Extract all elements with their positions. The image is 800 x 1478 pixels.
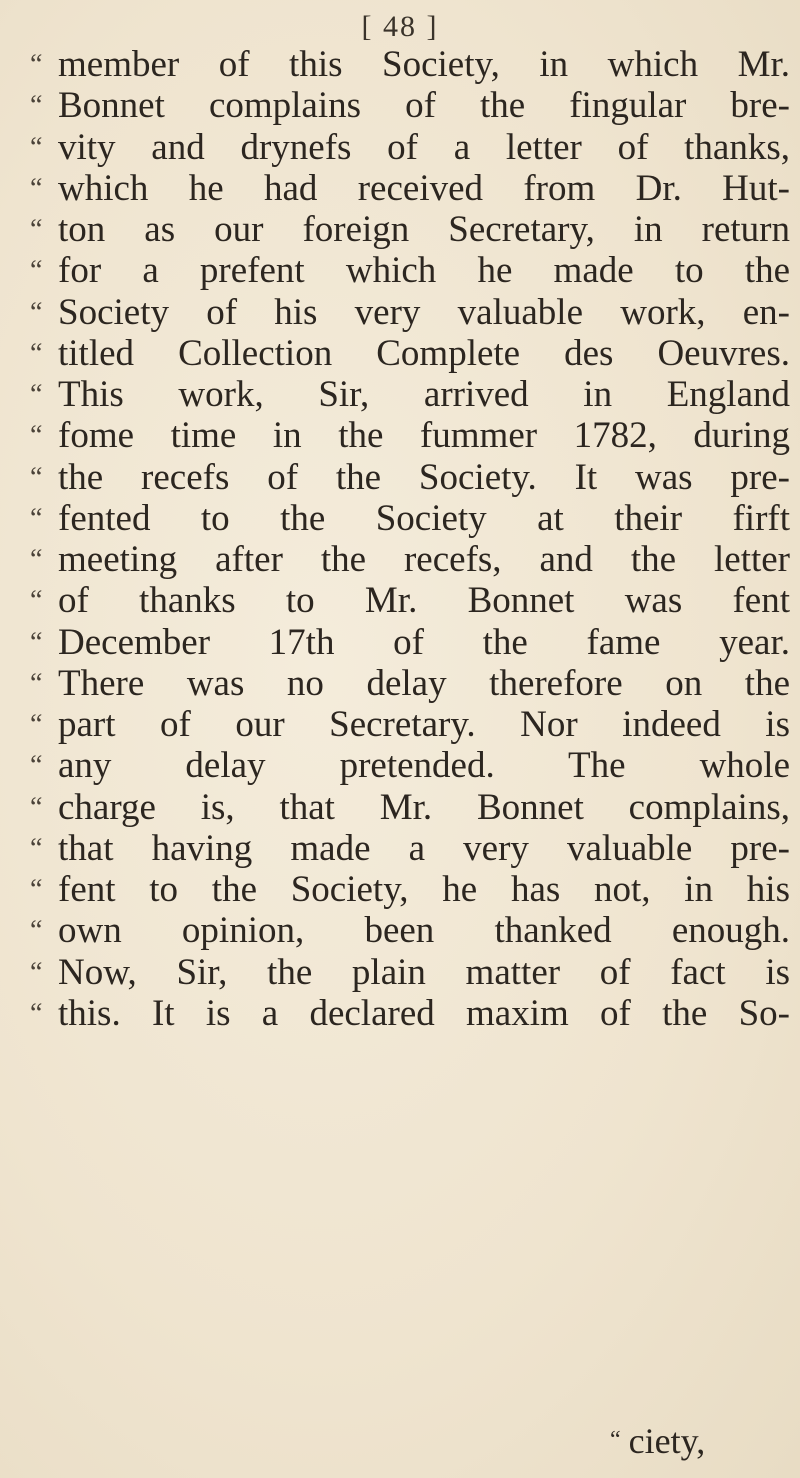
quote-mark: “	[30, 750, 43, 782]
catchword	[610, 1420, 705, 1462]
quote-mark: “	[30, 214, 43, 245]
quote-mark: “	[30, 956, 43, 988]
text-line	[30, 292, 790, 333]
line-text: part of our Secretary. Nor indeed is	[58, 704, 790, 745]
quote-mark: “	[30, 832, 43, 864]
line-text: charge is, that Mr. Bonnet complains,	[58, 786, 790, 828]
line-text: this. It is a declared maxim of the So-	[58, 992, 790, 1034]
line-text: vity and drynefs of a letter of thanks,	[58, 126, 790, 168]
quote-mark: “	[30, 667, 43, 699]
line-text: which he had received from Dr. Hut-	[58, 167, 790, 209]
catchword-text: ciety,	[628, 1421, 706, 1461]
quote-mark: “	[30, 49, 43, 80]
text-line	[30, 580, 790, 621]
text-line	[30, 209, 790, 250]
quote-mark: “	[610, 1427, 621, 1453]
line-text: fent to the Society, he has not, in his	[58, 869, 790, 910]
text-line	[30, 168, 790, 209]
line-text: Bonnet complains of the fingular bre-	[58, 85, 790, 127]
quote-mark: “	[30, 337, 43, 369]
line-text: own opinion, been thanked enough.	[58, 910, 790, 952]
text-line	[30, 663, 790, 704]
quote-mark: “	[30, 420, 43, 452]
page-number: [ 48 ]	[361, 10, 439, 43]
line-text: fome time in the fummer 1782, during	[58, 415, 790, 457]
quote-mark: “	[30, 997, 43, 1029]
line-text: any delay pretended. The whole	[58, 745, 790, 787]
line-text: Now, Sir, the plain matter of fact is	[58, 951, 790, 993]
quote-mark: “	[30, 172, 43, 204]
line-text: the recefs of the Society. It was pre-	[58, 456, 790, 498]
quote-mark: “	[30, 709, 43, 740]
quote-mark: “	[30, 874, 43, 905]
quote-mark: “	[30, 131, 43, 163]
text-line	[30, 869, 790, 910]
text-line	[30, 993, 790, 1034]
quote-mark: “	[30, 502, 43, 534]
text-line	[30, 704, 790, 745]
text-line	[30, 85, 790, 126]
quote-mark: “	[30, 915, 43, 947]
quote-mark: “	[30, 461, 43, 493]
line-text: There was no delay therefore on the	[58, 662, 790, 704]
line-text: member of this Society, in which Mr.	[58, 44, 790, 85]
text-line	[30, 952, 790, 993]
text-line	[30, 333, 790, 374]
quote-mark: “	[30, 255, 43, 287]
quote-mark: “	[30, 90, 43, 122]
line-text: meeting after the recefs, and the letter	[58, 539, 790, 580]
line-text: This work, Sir, arrived in England	[58, 374, 790, 415]
line-text: December 17th of the fame year.	[58, 621, 790, 663]
line-text: of thanks to Mr. Bonnet was fent	[58, 580, 790, 622]
quote-mark: “	[30, 585, 43, 617]
text-line	[30, 457, 790, 498]
text-line	[30, 787, 790, 828]
line-text: that having made a very valuable pre-	[58, 827, 790, 869]
line-text: titled Collection Complete des Oeuvres.	[58, 332, 790, 374]
body-text	[30, 44, 790, 1034]
quote-mark: “	[30, 296, 43, 328]
line-text: for a prefent which he made to the	[58, 250, 790, 292]
text-line	[30, 622, 790, 663]
text-line	[30, 910, 790, 951]
text-line	[30, 374, 790, 415]
quote-mark: “	[30, 544, 43, 575]
text-line	[30, 539, 790, 580]
line-text: ton as our foreign Secretary, in return	[58, 209, 790, 250]
line-text: Society of his very valuable work, en-	[58, 291, 790, 333]
quote-mark: “	[30, 626, 43, 658]
line-text: fented to the Society at their firft	[58, 497, 790, 539]
text-line	[30, 498, 790, 539]
text-line	[30, 44, 790, 85]
text-line	[30, 415, 790, 456]
text-line	[30, 745, 790, 786]
text-line	[30, 828, 790, 869]
text-line	[30, 250, 790, 291]
quote-mark: “	[30, 791, 43, 823]
quote-mark: “	[30, 379, 43, 410]
text-line	[30, 127, 790, 168]
